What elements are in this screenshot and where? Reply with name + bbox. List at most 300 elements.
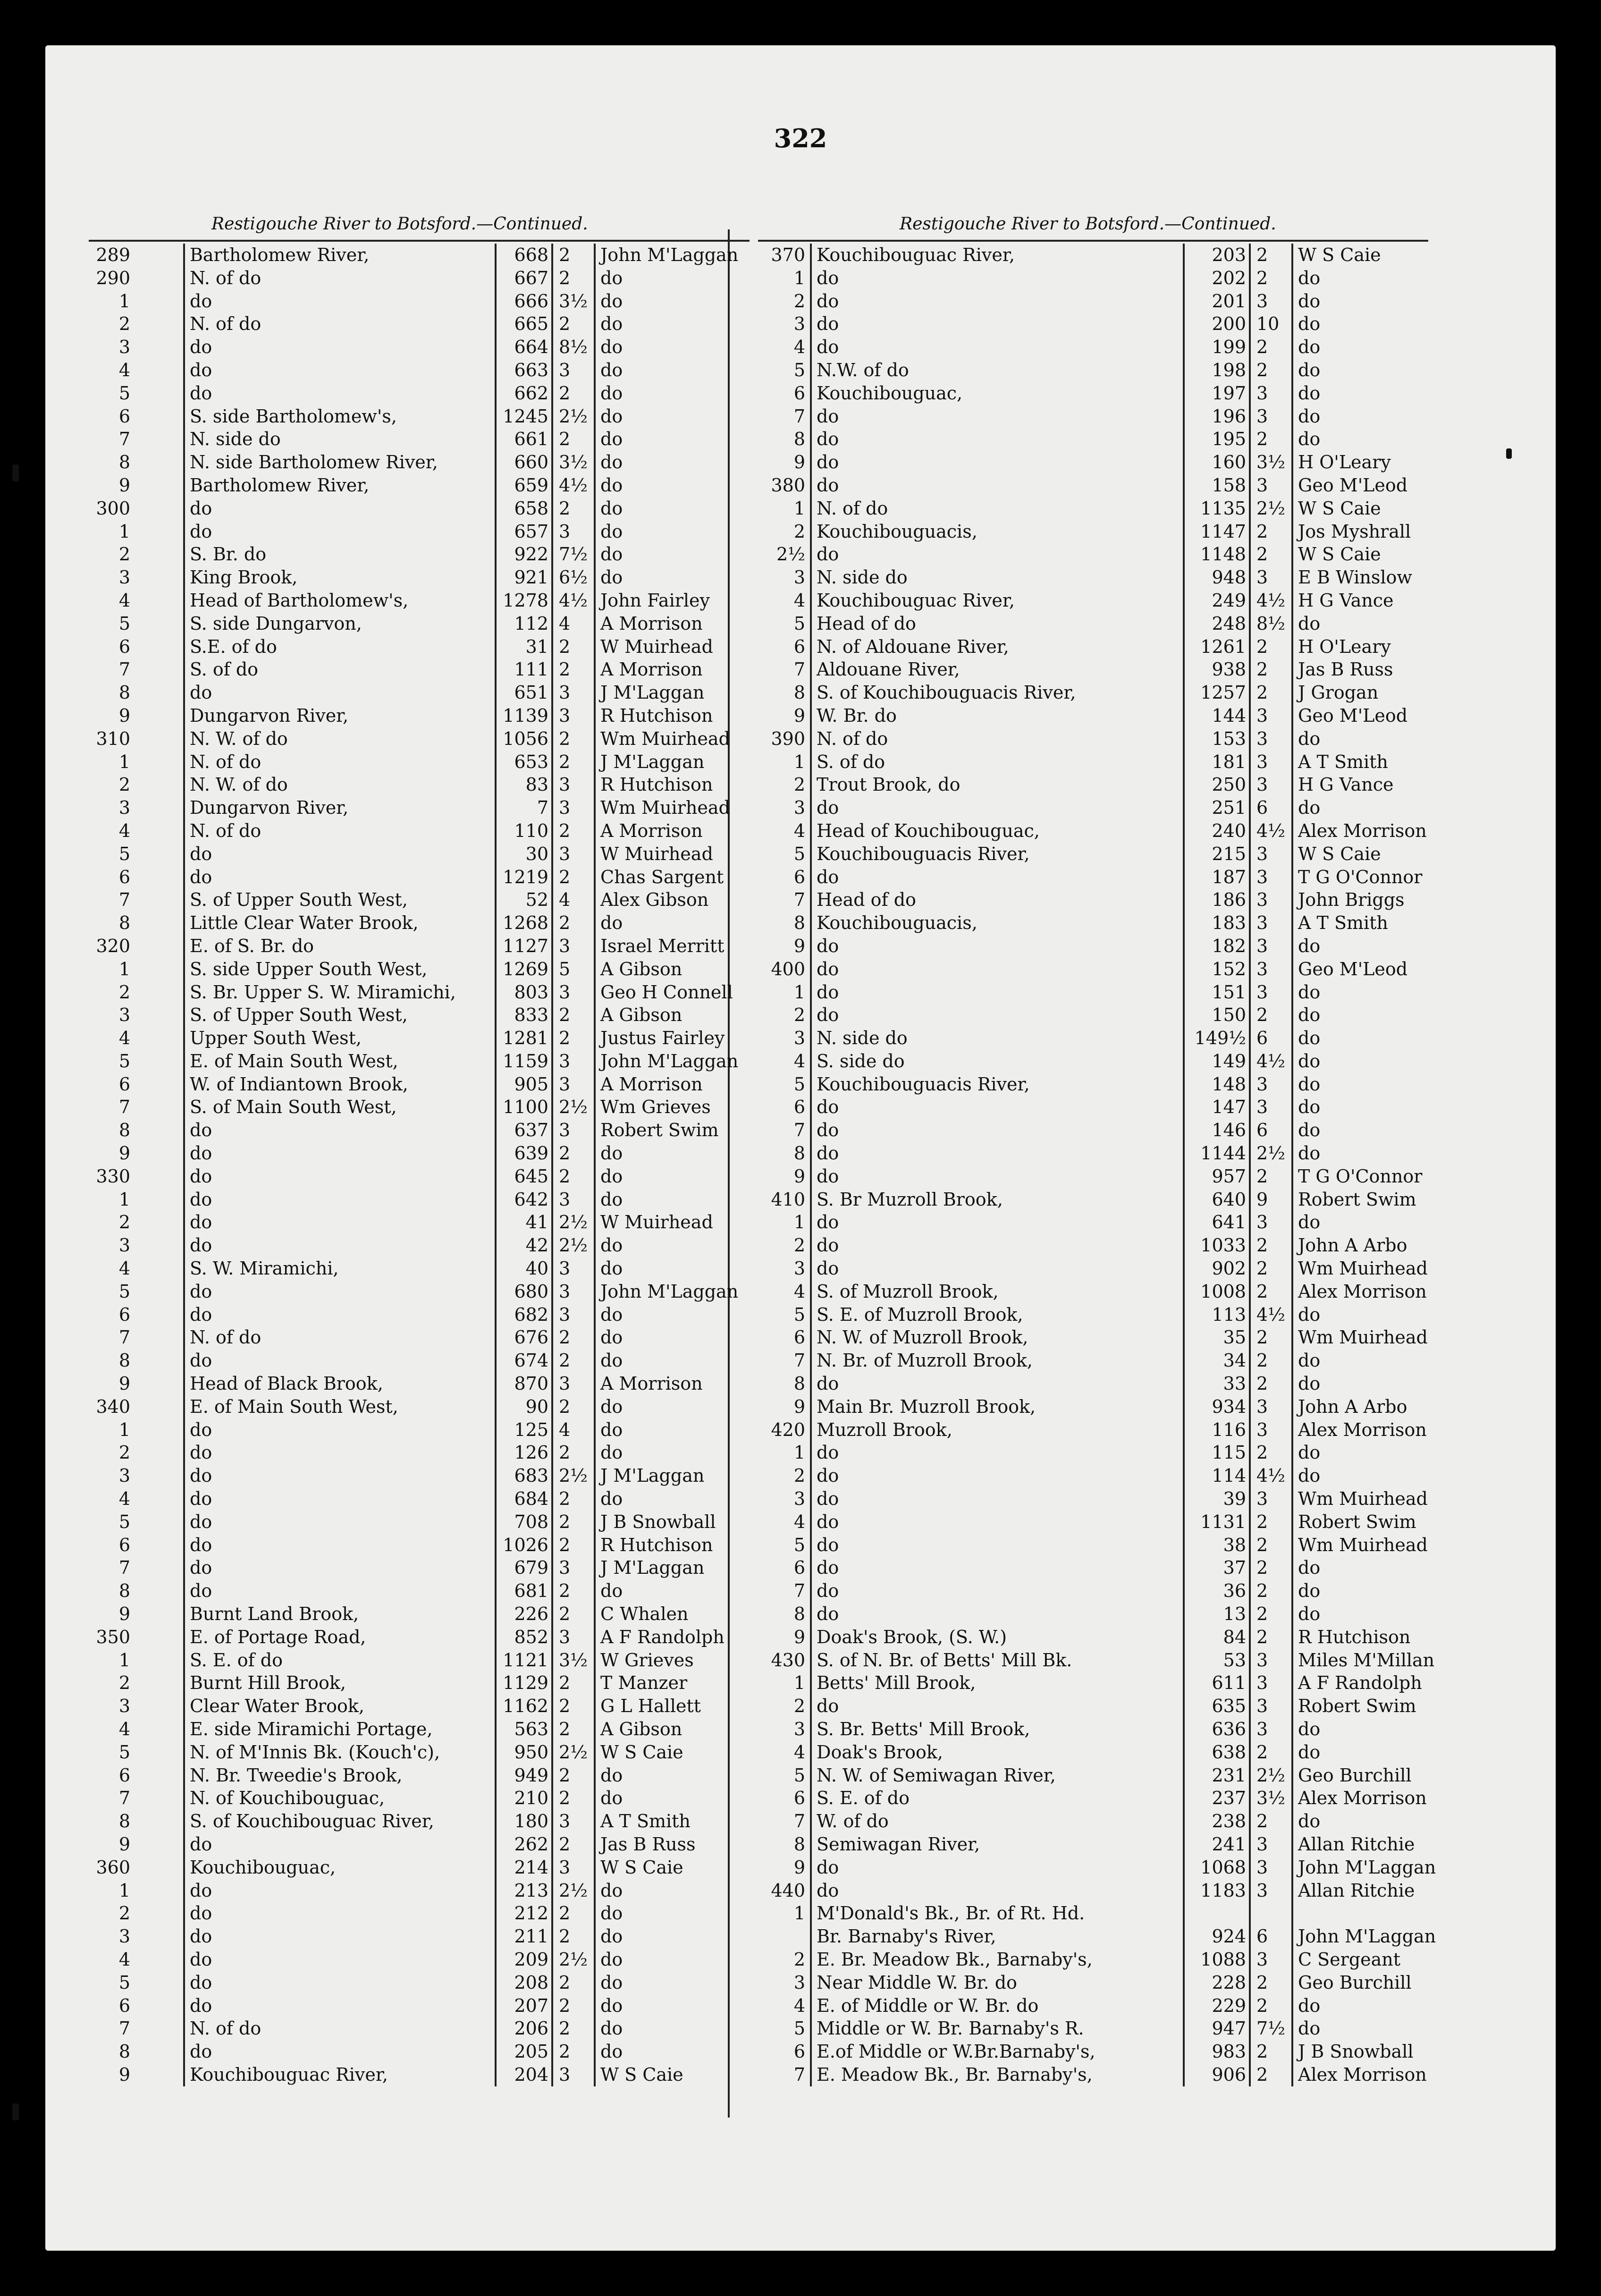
location: N. of do <box>183 819 495 843</box>
plan-number: 42 <box>495 1234 551 1257</box>
location: E. Br. Meadow Bk., Barnaby's, <box>810 1948 1183 1971</box>
table-row <box>89 1119 719 1142</box>
acres: 3 <box>1249 1695 1291 1718</box>
owner: W Muirhead <box>594 843 773 866</box>
lot-number: 1 <box>118 958 130 979</box>
acres: 2 <box>1249 1534 1291 1557</box>
acres: 2½ <box>551 405 594 428</box>
owner: E B Winslow <box>1291 566 1447 589</box>
lot-number: 2 <box>118 1442 130 1463</box>
owner: Geo Burchill <box>1291 1764 1447 1787</box>
plan-number: 215 <box>1183 843 1249 866</box>
owner: W Grieves <box>594 1649 773 1672</box>
lot-number: 2 <box>793 1465 805 1486</box>
location: W. Br. do <box>810 704 1183 727</box>
table-row <box>89 267 702 290</box>
table-row <box>758 866 1438 889</box>
lot-number: 9 <box>793 705 805 726</box>
location: W. of do <box>810 1810 1183 1833</box>
owner: do <box>594 312 773 336</box>
plan-number: 1183 <box>1183 1879 1249 1902</box>
lot-number: 9 <box>793 935 805 956</box>
location: Head of Black Brook, <box>183 1372 495 1395</box>
location: S. of do <box>810 751 1183 774</box>
plan-number: 1131 <box>1183 1511 1249 1534</box>
location: do <box>183 336 495 359</box>
location: do <box>183 497 495 520</box>
table-row <box>89 1511 716 1534</box>
heading-rule <box>89 240 750 242</box>
owner: W S Caie <box>1291 244 1447 267</box>
lot-number: 6 <box>793 1788 805 1809</box>
owner: W Muirhead <box>594 635 773 658</box>
location: do <box>810 428 1183 451</box>
location: do <box>183 359 495 382</box>
table-row <box>758 612 1438 635</box>
plan-number: 183 <box>1183 912 1249 935</box>
table-row <box>89 1810 702 1833</box>
plan-number: 983 <box>1183 2040 1249 2063</box>
owner: do <box>1291 1073 1447 1096</box>
table-row <box>758 543 1438 566</box>
lot-number: 8 <box>118 682 130 703</box>
location: do <box>810 1487 1183 1511</box>
acres: 2½ <box>551 1096 594 1119</box>
location: do <box>810 1372 1183 1395</box>
table-row <box>89 1902 702 1925</box>
table-row <box>89 866 724 889</box>
acres: 3 <box>1249 290 1291 313</box>
location: N. W. of do <box>183 773 495 796</box>
acres: 7½ <box>551 543 594 566</box>
owner: do <box>1291 935 1447 958</box>
acres: 2 <box>1249 336 1291 359</box>
location: Br. Barnaby's River, <box>810 1925 1183 1948</box>
plan-number: 37 <box>1183 1556 1249 1579</box>
table-row <box>758 566 1438 589</box>
plan-number: 870 <box>495 1372 551 1395</box>
location: do <box>810 405 1183 428</box>
plan-number: 211 <box>495 1925 551 1948</box>
plan-number: 949 <box>495 1764 551 1787</box>
owner: J B Snowball <box>594 1511 773 1534</box>
plan-number: 126 <box>495 1441 551 1464</box>
location: do <box>810 958 1183 981</box>
location: N. Br. of Muzroll Brook, <box>810 1349 1183 1372</box>
plan-number: 948 <box>1183 566 1249 589</box>
owner: do <box>594 1971 773 1994</box>
lot-number: 8 <box>118 912 130 934</box>
acres: 2 <box>551 312 594 336</box>
location: do <box>183 1902 495 1925</box>
acres: 2 <box>551 1579 594 1603</box>
acres: 3 <box>551 1810 594 1833</box>
table-row <box>89 1188 702 1211</box>
location: do <box>183 1556 495 1579</box>
lot-number: 7 <box>793 2064 805 2085</box>
owner: do <box>594 359 773 382</box>
acres: 4½ <box>1249 819 1291 843</box>
owner: T G O'Connor <box>1291 866 1447 889</box>
location: E. of Portage Road, <box>183 1626 495 1649</box>
lot-number: 5 <box>793 1073 805 1095</box>
acres: 2 <box>551 635 594 658</box>
location: Clear Water Brook, <box>183 1695 495 1718</box>
plan-number: 146 <box>1183 1119 1249 1142</box>
owner: W S Caie <box>1291 543 1447 566</box>
lot-number: 1 <box>793 498 805 519</box>
table-row <box>89 1372 702 1395</box>
owner: W Muirhead <box>594 1211 773 1234</box>
location: do <box>810 451 1183 474</box>
table-row <box>89 1303 702 1326</box>
lot-number: 350 <box>96 1626 130 1647</box>
owner: do <box>594 336 773 359</box>
owner: Jas B Russ <box>594 1833 773 1856</box>
location: Kouchibouguacis, <box>810 912 1183 935</box>
lot-number: 6 <box>793 866 805 887</box>
plan-number: 125 <box>495 1418 551 1442</box>
table-row <box>758 1349 1438 1372</box>
plan-number: 1008 <box>1183 1280 1249 1303</box>
acres: 2 <box>551 751 594 774</box>
lot-number: 5 <box>118 1972 130 1993</box>
plan-number: 35 <box>1183 1326 1249 1349</box>
left-rows <box>89 244 739 2086</box>
acres: 4 <box>551 1418 594 1442</box>
plan-number: 158 <box>1183 474 1249 497</box>
plan-number: 112 <box>495 612 551 635</box>
owner: John M'Laggan <box>594 244 773 267</box>
acres: 3 <box>551 1280 594 1303</box>
acres: 2 <box>551 244 594 267</box>
acres: 3 <box>551 773 594 796</box>
location: Trout Brook, do <box>810 773 1183 796</box>
acres: 2 <box>1249 1626 1291 1649</box>
plan-number: 684 <box>495 1487 551 1511</box>
lot-number: 300 <box>96 498 130 519</box>
lot-number: 7 <box>118 1097 130 1118</box>
plan-number: 658 <box>495 497 551 520</box>
lot-number: 9 <box>118 1143 130 1164</box>
owner: Jas B Russ <box>1291 658 1447 681</box>
location: do <box>810 1211 1183 1234</box>
owner: do <box>594 1165 773 1188</box>
acres: 2 <box>551 1603 594 1626</box>
acres: 2 <box>551 658 594 681</box>
plan-number: 852 <box>495 1626 551 1649</box>
table-row <box>758 1487 1438 1511</box>
plan-number: 210 <box>495 1787 551 1810</box>
location: do <box>183 1280 495 1303</box>
plan-number: 147 <box>1183 1096 1249 1119</box>
lot-number: 360 <box>96 1857 130 1878</box>
acres: 2 <box>551 267 594 290</box>
location: N. side Bartholomew River, <box>183 451 495 474</box>
location: S. side do <box>810 1050 1183 1073</box>
table-row <box>758 1649 1438 1672</box>
acres: 2 <box>1249 1994 1291 2017</box>
owner: H O'Leary <box>1291 635 1447 658</box>
acres: 2 <box>1249 1257 1291 1280</box>
table-row <box>89 1280 739 1303</box>
table-row <box>758 681 1438 704</box>
plan-number: 228 <box>1183 1971 1249 1994</box>
lot-number: 7 <box>793 405 805 427</box>
owner: do <box>1291 1142 1447 1165</box>
plan-number: 1033 <box>1183 1234 1249 1257</box>
owner: do <box>594 543 773 566</box>
table-row <box>89 1050 739 1073</box>
owner: do <box>1291 1303 1447 1326</box>
plan-number: 1129 <box>495 1671 551 1695</box>
plan-number: 639 <box>495 1142 551 1165</box>
location: do <box>810 796 1183 819</box>
table-row <box>89 2063 702 2086</box>
heading-rule <box>758 240 1428 242</box>
owner: Robert Swim <box>1291 1188 1447 1211</box>
owner: John M'Laggan <box>594 1280 773 1303</box>
plan-number: 114 <box>1183 1464 1249 1487</box>
plan-number: 36 <box>1183 1579 1249 1603</box>
plan-number: 645 <box>495 1165 551 1188</box>
location: do <box>810 474 1183 497</box>
table-row <box>758 843 1438 866</box>
table-row <box>758 1902 1438 1925</box>
acres: 3½ <box>1249 1787 1291 1810</box>
location: S.E. of do <box>183 635 495 658</box>
plan-number: 238 <box>1183 1810 1249 1833</box>
location: do <box>810 1441 1183 1464</box>
lot-number: 1 <box>793 1212 805 1233</box>
lot-number: 380 <box>771 474 805 496</box>
plan-number: 241 <box>1183 1833 1249 1856</box>
plan-number: 149½ <box>1183 1027 1249 1050</box>
plan-number: 203 <box>1183 244 1249 267</box>
table-row <box>89 451 702 474</box>
plan-number: 150 <box>1183 1004 1249 1027</box>
table-row <box>758 244 1438 267</box>
owner: John M'Laggan <box>1291 1856 1447 1879</box>
location: Upper South West, <box>183 1027 495 1050</box>
plan-number: 248 <box>1183 612 1249 635</box>
table-row <box>758 796 1438 819</box>
location: S. side Bartholomew's, <box>183 405 495 428</box>
owner: A Morrison <box>594 1372 773 1395</box>
table-row <box>758 1303 1438 1326</box>
acres: 10 <box>1249 312 1291 336</box>
table-row <box>758 658 1438 681</box>
location: do <box>810 1534 1183 1557</box>
location: do <box>810 1856 1183 1879</box>
plan-number: 1219 <box>495 866 551 889</box>
table-row <box>89 612 702 635</box>
owner: C Sergeant <box>1291 1948 1447 1971</box>
acres: 3 <box>1249 1418 1291 1442</box>
owner: do <box>594 1764 773 1787</box>
lot-number: 6 <box>118 1534 130 1555</box>
plan-number: 664 <box>495 336 551 359</box>
owner: H G Vance <box>1291 773 1447 796</box>
plan-number: 662 <box>495 382 551 405</box>
location: E.of Middle or W.Br.Barnaby's, <box>810 2040 1183 2063</box>
location: Kouchibouguac, <box>183 1856 495 1879</box>
acres: 2 <box>1249 1372 1291 1395</box>
owner: Wm Muirhead <box>594 796 773 819</box>
acres: 2 <box>551 912 594 935</box>
lot-number: 5 <box>118 1741 130 1763</box>
owner <box>1291 1902 1447 1925</box>
location: do <box>183 1833 495 1856</box>
owner: G L Hallett <box>594 1695 773 1718</box>
location: Kouchibouguac River, <box>810 244 1183 267</box>
location: do <box>810 1579 1183 1603</box>
owner: do <box>594 1879 773 1902</box>
location: S. of Kouchibouguacis River, <box>810 681 1183 704</box>
plan-number: 1088 <box>1183 1948 1249 1971</box>
lot-number: 2 <box>118 981 130 1003</box>
lot-number: 330 <box>96 1165 130 1187</box>
lot-number: 3 <box>118 1004 130 1026</box>
acres: 3 <box>551 1050 594 1073</box>
location: do <box>810 1142 1183 1165</box>
owner: Alex Morrison <box>1291 2063 1447 2086</box>
location: S. side Dungarvon, <box>183 612 495 635</box>
owner: W S Caie <box>594 1856 773 1879</box>
location: do <box>810 1556 1183 1579</box>
plan-number: 39 <box>1183 1487 1249 1511</box>
owner: Alex Morrison <box>1291 1787 1447 1810</box>
lot-number: 1 <box>118 1189 130 1210</box>
lot-number: 8 <box>793 912 805 934</box>
lot-number: 9 <box>118 1604 130 1625</box>
acres: 3 <box>1249 382 1291 405</box>
owner: H O'Leary <box>1291 451 1447 474</box>
lot-number: 6 <box>793 1097 805 1118</box>
lot-number: 9 <box>793 1857 805 1878</box>
location: N. side do <box>183 428 495 451</box>
table-row <box>89 1165 702 1188</box>
acres: 2½ <box>551 1741 594 1764</box>
lot-number: 1 <box>793 1442 805 1463</box>
location: S. E. of do <box>183 1649 495 1672</box>
location: Kouchibouguac, <box>810 382 1183 405</box>
table-row <box>758 1372 1438 1395</box>
acres: 2 <box>1249 1349 1291 1372</box>
acres: 3 <box>551 1856 594 1879</box>
location: do <box>183 1534 495 1557</box>
owner: Robert Swim <box>594 1119 773 1142</box>
plan-number: 160 <box>1183 451 1249 474</box>
table-row <box>89 312 702 336</box>
owner: do <box>1291 2017 1447 2040</box>
owner: Alex Morrison <box>1291 1418 1447 1442</box>
owner: do <box>594 1418 773 1442</box>
acres: 7½ <box>1249 2017 1291 2040</box>
location: do <box>183 1925 495 1948</box>
acres: 3½ <box>1249 451 1291 474</box>
lot-number: 8 <box>793 1143 805 1164</box>
lot-number: 7 <box>118 1788 130 1809</box>
acres: 2 <box>1249 1326 1291 1349</box>
table-row <box>758 819 1438 843</box>
lot-number: 3 <box>118 337 130 358</box>
location: do <box>183 1188 495 1211</box>
table-row <box>89 843 713 866</box>
acres: 4½ <box>1249 1464 1291 1487</box>
owner: do <box>594 428 773 451</box>
table-row <box>89 796 730 819</box>
owner: do <box>594 520 773 543</box>
owner: do <box>594 1349 773 1372</box>
margin-mark <box>12 2103 19 2120</box>
owner: do <box>594 2040 773 2063</box>
plan-number: 1135 <box>1183 497 1249 520</box>
acres: 2 <box>1249 359 1291 382</box>
acres: 3 <box>551 935 594 958</box>
location: do <box>810 543 1183 566</box>
acres: 2 <box>1249 1511 1291 1534</box>
table-row <box>758 1671 1438 1695</box>
acres: 3 <box>551 1073 594 1096</box>
table-row <box>89 1764 702 1787</box>
plan-number: 116 <box>1183 1418 1249 1442</box>
table-row <box>89 1441 702 1464</box>
acres: 2 <box>551 1787 594 1810</box>
table-row <box>89 1833 702 1856</box>
lot-number: 4 <box>118 1028 130 1049</box>
acres <box>1249 1902 1291 1925</box>
acres: 6 <box>1249 1027 1291 1050</box>
table-row <box>89 1741 702 1764</box>
lot-number: 5 <box>793 613 805 634</box>
plan-number: 201 <box>1183 290 1249 313</box>
owner: Alex Morrison <box>1291 819 1447 843</box>
table-row <box>89 1257 702 1280</box>
owner: W S Caie <box>594 2063 773 2086</box>
location: Dungarvon River, <box>183 704 495 727</box>
owner: Geo M'Leod <box>1291 958 1447 981</box>
acres: 3 <box>1249 704 1291 727</box>
location: do <box>183 1211 495 1234</box>
table-row <box>758 1326 1438 1349</box>
acres: 2 <box>1249 244 1291 267</box>
acres: 3 <box>1249 1211 1291 1234</box>
acres: 2 <box>551 1671 594 1695</box>
location: do <box>183 1418 495 1442</box>
owner: Geo M'Leod <box>1291 474 1447 497</box>
acres: 2 <box>1249 1741 1291 1764</box>
lot-number: 5 <box>118 1281 130 1302</box>
acres: 2½ <box>1249 1764 1291 1787</box>
table-row <box>89 1395 702 1418</box>
lot-number: 2 <box>793 1235 805 1256</box>
lot-number: 6 <box>118 866 130 887</box>
lot-number: 320 <box>96 935 130 956</box>
owner: do <box>1291 1349 1447 1372</box>
lot-number: 310 <box>96 728 130 749</box>
table-row <box>89 981 733 1004</box>
plan-number: 659 <box>495 474 551 497</box>
location: N. of do <box>810 497 1183 520</box>
owner: do <box>594 1579 773 1603</box>
plan-number: 1162 <box>495 1695 551 1718</box>
table-row <box>758 888 1438 912</box>
lot-number: 5 <box>793 843 805 864</box>
location: do <box>810 336 1183 359</box>
owner: Wm Muirhead <box>594 727 773 751</box>
lot-number: 7 <box>793 1580 805 1602</box>
